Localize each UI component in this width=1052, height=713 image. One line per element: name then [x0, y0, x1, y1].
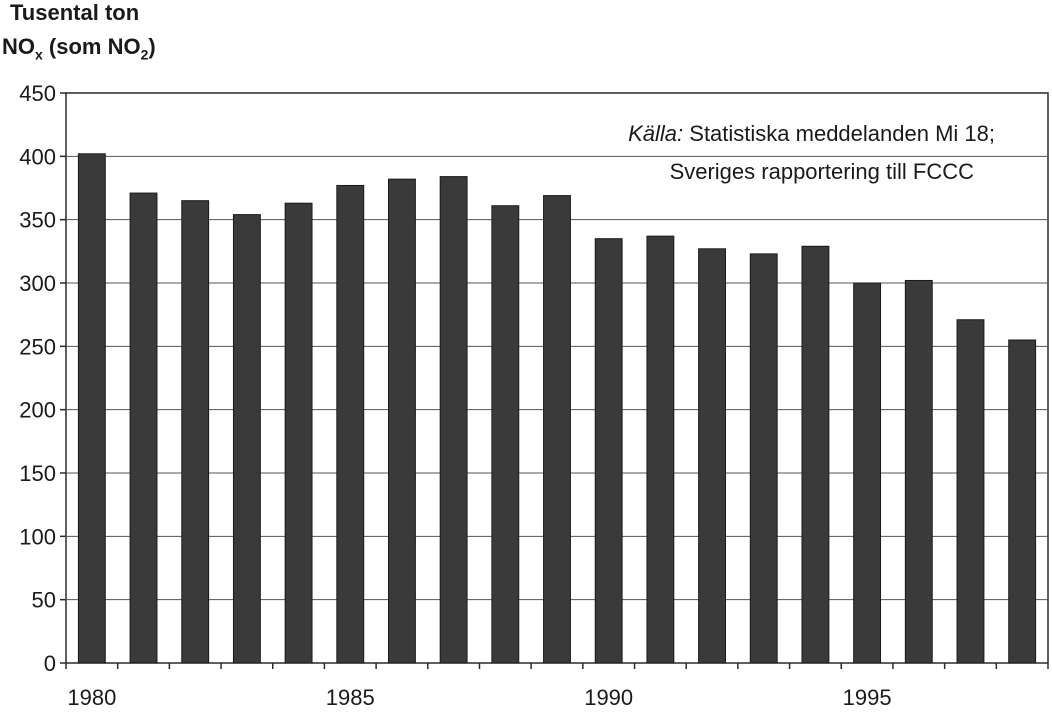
bar-1997 — [957, 320, 984, 663]
bar-1998 — [1009, 340, 1036, 663]
bar-1983 — [233, 215, 260, 663]
y-tick-label: 100 — [19, 524, 56, 550]
x-tick-label-1980: 1980 — [67, 685, 117, 710]
y-axis-title-mid: (som NO — [42, 34, 141, 59]
y-tick-label: 400 — [19, 144, 56, 170]
y-tick-label: 50 — [31, 587, 56, 613]
bar-1981 — [130, 193, 157, 663]
bar-1980 — [78, 154, 105, 663]
y-axis-title-sub-2: 2 — [140, 46, 149, 63]
bar-1992 — [699, 249, 726, 663]
bar-1996 — [905, 280, 932, 663]
y-axis-title-sub-x: x — [35, 46, 43, 63]
source-text-1: Statistiska meddelanden Mi 18; — [683, 121, 995, 146]
bar-1989 — [544, 196, 571, 663]
bar-1993 — [750, 254, 777, 663]
y-tick-label: 0 — [43, 651, 56, 676]
x-tick-label-1995: 1995 — [842, 685, 892, 710]
y-axis-title-no: NO — [2, 34, 35, 59]
bar-1994 — [802, 246, 829, 663]
y-tick-label: 200 — [19, 397, 56, 423]
bar-1986 — [389, 179, 416, 663]
bar-1982 — [182, 201, 209, 663]
x-tick-label-1990: 1990 — [584, 685, 634, 710]
x-tick-label-1985: 1985 — [325, 685, 375, 710]
bar-1988 — [492, 206, 519, 663]
bar-1985 — [337, 185, 364, 663]
y-tick-label: 250 — [19, 334, 56, 360]
y-tick-label: 350 — [19, 207, 56, 233]
y-tick-label: 150 — [19, 461, 56, 486]
y-tick-label: 300 — [19, 271, 56, 296]
y-axis-title-line-1: Tusental ton — [10, 0, 140, 25]
bar-1990 — [595, 239, 622, 663]
source-annotation-line-1 — [628, 121, 995, 147]
y-tick-label: 450 — [19, 81, 56, 106]
bar-1987 — [440, 177, 467, 663]
bar-1984 — [285, 203, 312, 663]
y-axis-title-suffix: ) — [148, 34, 156, 59]
bar-1995 — [854, 283, 881, 663]
source-label: Källa: — [628, 121, 684, 146]
source-annotation-line-2: Sveriges rapportering till FCCC — [669, 159, 974, 184]
bar-1991 — [647, 236, 674, 663]
